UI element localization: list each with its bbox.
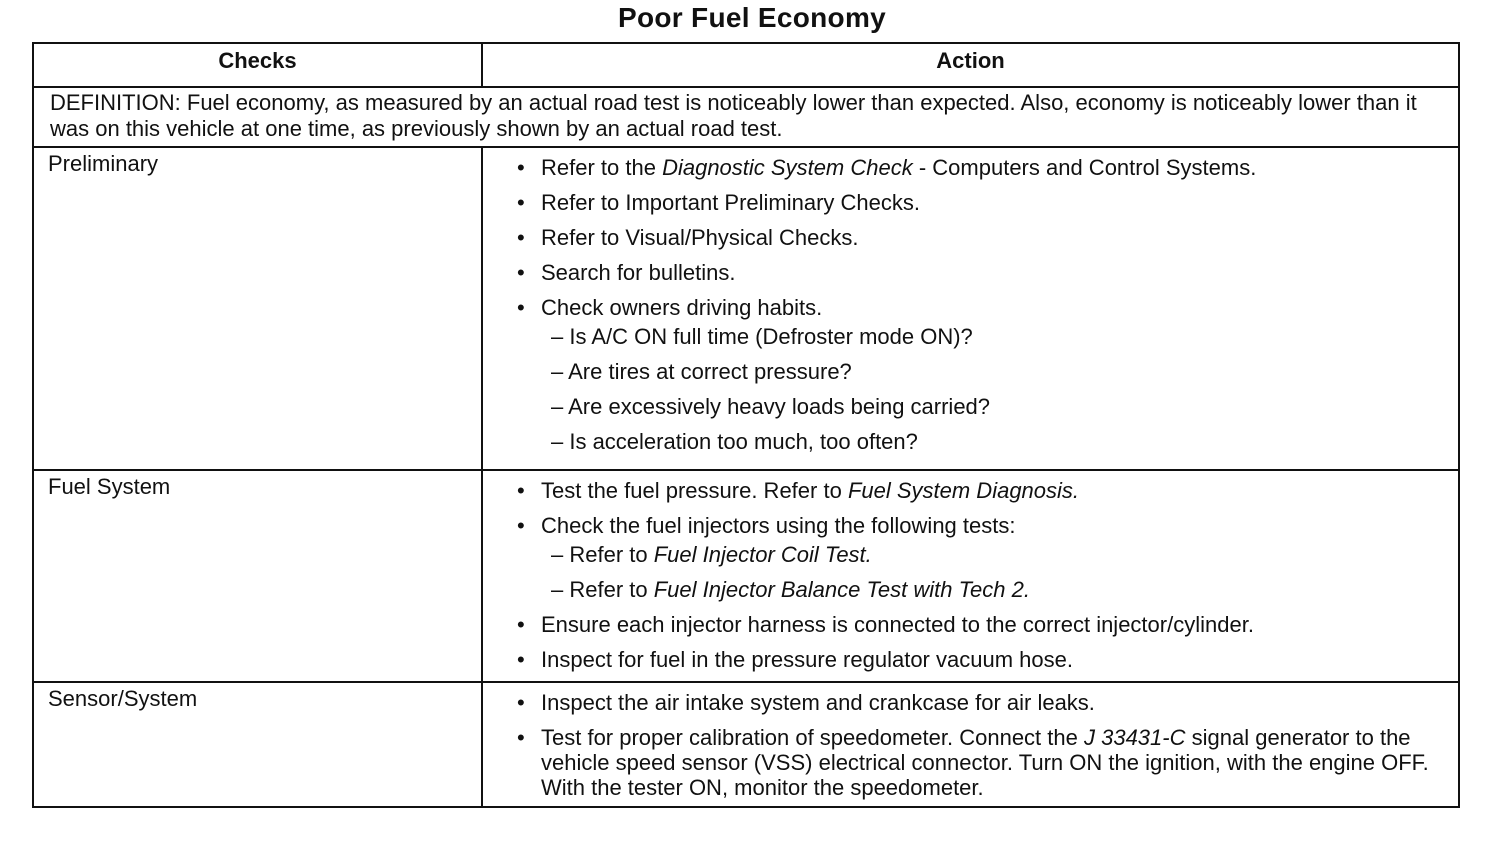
action-header: Action <box>482 43 1459 87</box>
actions-sensor-system <box>482 682 1459 807</box>
table-row-preliminary <box>33 147 1459 470</box>
action-item <box>517 190 1446 215</box>
action-text: Refer to Important Preliminary Checks. <box>541 190 921 215</box>
sub-item: – Is acceleration too much, too often? <box>551 429 918 454</box>
check-sensor-system: Sensor/System <box>33 682 482 807</box>
sub-list <box>541 542 1446 602</box>
sub-item <box>551 542 1446 567</box>
table-row-fuel-system <box>33 470 1459 682</box>
action-text: Check owners driving habits. <box>541 295 823 320</box>
action-text: Refer to the <box>541 155 663 180</box>
sub-item: – Is A/C ON full time (Defroster mode ON)? <box>551 324 973 349</box>
action-text: Ensure each injector harness is connected to the correct injector/cylinder. <box>541 612 1254 637</box>
action-item <box>517 647 1446 672</box>
action-text: Refer to Visual/Physical Checks. <box>541 225 859 250</box>
actions-preliminary <box>482 147 1459 470</box>
reference-link: Fuel Injector Balance Test with Tech 2. <box>653 577 1030 602</box>
action-list <box>517 155 1446 454</box>
actions-fuel-system <box>482 470 1459 682</box>
action-item <box>517 295 1446 454</box>
sub-list <box>541 324 1446 454</box>
table-row-sensor-system <box>33 682 1459 807</box>
action-text: Search for bulletins. <box>541 260 736 285</box>
sub-item: – Are excessively heavy loads being carried? <box>551 394 991 419</box>
action-text: - Computers and Control Systems. <box>912 155 1257 180</box>
sub-item: – Are tires at correct pressure? <box>551 359 852 384</box>
action-text: signal generator to the vehicle speed sensor (VSS) electrical connector. Turn ON the ignition, with the engine OFF. With the tester ON, monitor the speedometer. <box>541 725 1429 800</box>
check-preliminary: Preliminary <box>33 147 482 470</box>
action-item <box>517 513 1446 602</box>
action-item <box>517 478 1446 503</box>
diagnosis-table <box>32 42 1460 808</box>
sub-item <box>551 577 1446 602</box>
action-list <box>517 690 1446 800</box>
action-text: Check the fuel injectors using the following tests: <box>541 513 1016 538</box>
action-item <box>517 725 1446 800</box>
action-item <box>517 225 1446 250</box>
action-item <box>517 690 1446 715</box>
action-text: Inspect for fuel in the pressure regulator vacuum hose. <box>541 647 1073 672</box>
action-item <box>517 155 1446 180</box>
check-fuel-system: Fuel System <box>33 470 482 682</box>
definition-row <box>33 87 1459 147</box>
action-text: – Refer to <box>551 577 654 602</box>
action-list <box>517 478 1446 672</box>
definition-text: DEFINITION: Fuel economy, as measured by an actual road test is noticeably lower than expected. Also, economy is noticeably lower than it was on this vehicle at one time, as previously shown by an actual road test. <box>33 87 1459 147</box>
header-row <box>33 43 1459 87</box>
action-text: – Refer to <box>551 542 654 567</box>
action-item <box>517 260 1446 285</box>
page-title: Poor Fuel Economy <box>617 2 887 33</box>
reference-link: Diagnostic System Check <box>662 155 913 180</box>
reference-link: Fuel System Diagnosis. <box>847 478 1080 503</box>
action-item <box>517 612 1446 637</box>
tool-reference: J 33431-C <box>1083 725 1186 750</box>
reference-link: Fuel Injector Coil Test. <box>653 542 872 567</box>
action-text: Inspect the air intake system and crankcase for air leaks. <box>541 690 1095 715</box>
checks-header: Checks <box>33 43 482 87</box>
action-text: Test the fuel pressure. Refer to <box>541 478 848 503</box>
action-text: Test for proper calibration of speedometer. Connect the <box>541 725 1084 750</box>
